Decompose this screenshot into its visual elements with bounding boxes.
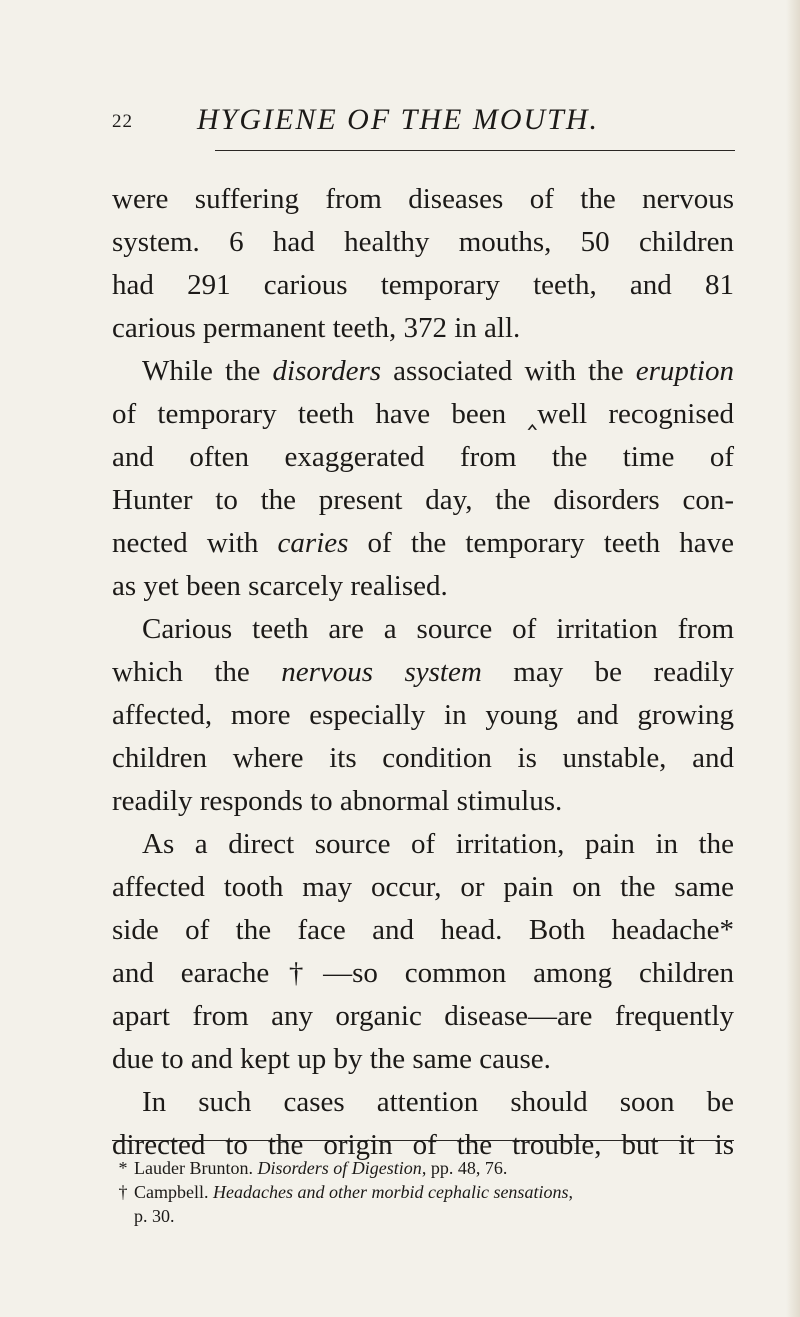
text-line-8: Hunter to the present day, the disorders con- [112, 484, 734, 516]
text-line-19: and earache†—so common among children [112, 957, 734, 989]
italic-nervous-system: nervous system [281, 656, 482, 688]
text-line-2: system. 6 had healthy mouths, 50 children [112, 226, 734, 258]
text-line-11: Carious teeth are a source of irritation from [142, 613, 734, 645]
text-line-13: affected, more especially in young and growing [112, 699, 734, 731]
footnote-title: Headaches and other morbid cephalic sensations [213, 1182, 569, 1202]
page-header [112, 103, 732, 143]
footnote-author: Campbell. [134, 1182, 213, 1202]
text-line-23: directed to the origin of the trouble, but it is [112, 1129, 734, 1161]
italic-disorders: disorders [272, 355, 382, 387]
text-line-10: as yet been scarcely realised. [112, 570, 448, 602]
footnote-punct: , [568, 1182, 573, 1202]
text-line-20: apart from any organic disease—are frequently [112, 1000, 734, 1032]
footnote-mark: † [118, 1182, 128, 1202]
text-line-18: side of the face and head. Both headache* [112, 914, 734, 946]
header-rule [215, 150, 735, 151]
footnote-author: Lauder Brunton. [134, 1158, 258, 1178]
footnote-mark: * [118, 1158, 128, 1178]
text-line-4: carious permanent teeth, 372 in all. [112, 312, 521, 344]
footnote-title: Disorders of Digestion [257, 1158, 422, 1178]
italic-eruption: eruption [635, 355, 734, 387]
footnote-2-continuation: p. 30. [134, 1206, 175, 1226]
text-line-15: readily responds to abnormal stimulus. [112, 785, 563, 817]
text-line-5: While the disorders associated with the eruption [142, 355, 734, 387]
footnote-2 [112, 1180, 734, 1204]
footnote-pages: , pp. 48, 76. [421, 1158, 508, 1178]
text-line-3: had 291 carious temporary teeth, and 81 [112, 269, 734, 301]
text-line-14: children where its condition is unstable, and [112, 742, 734, 774]
body-text [112, 178, 734, 1167]
footnotes [112, 1156, 734, 1228]
footnote-rule [112, 1140, 734, 1141]
text-line-12: which the nervous system may be readily [112, 656, 734, 688]
text-line-1: were suffering from diseases of the nervous [112, 183, 734, 215]
page-number: 22 [112, 111, 133, 132]
italic-caries: caries [277, 527, 349, 559]
footnote-1 [112, 1156, 734, 1180]
text-line-6: of temporary teeth have been ‸well recognised [112, 398, 734, 430]
text-line-7: and often exaggerated from the time of [112, 441, 734, 473]
text-line-17: affected tooth may occur, or pain on the same [112, 871, 734, 903]
text-line-22: In such cases attention should soon be [142, 1086, 734, 1118]
text-line-16: As a direct source of irritation, pain in the [142, 828, 734, 860]
text-line-21: due to and kept up by the same cause. [112, 1043, 551, 1075]
running-title: HYGIENE OF THE MOUTH. [197, 103, 599, 136]
page-edge-shadow [786, 0, 800, 1317]
text-line-9: nected with caries of the temporary teeth have [112, 527, 735, 559]
